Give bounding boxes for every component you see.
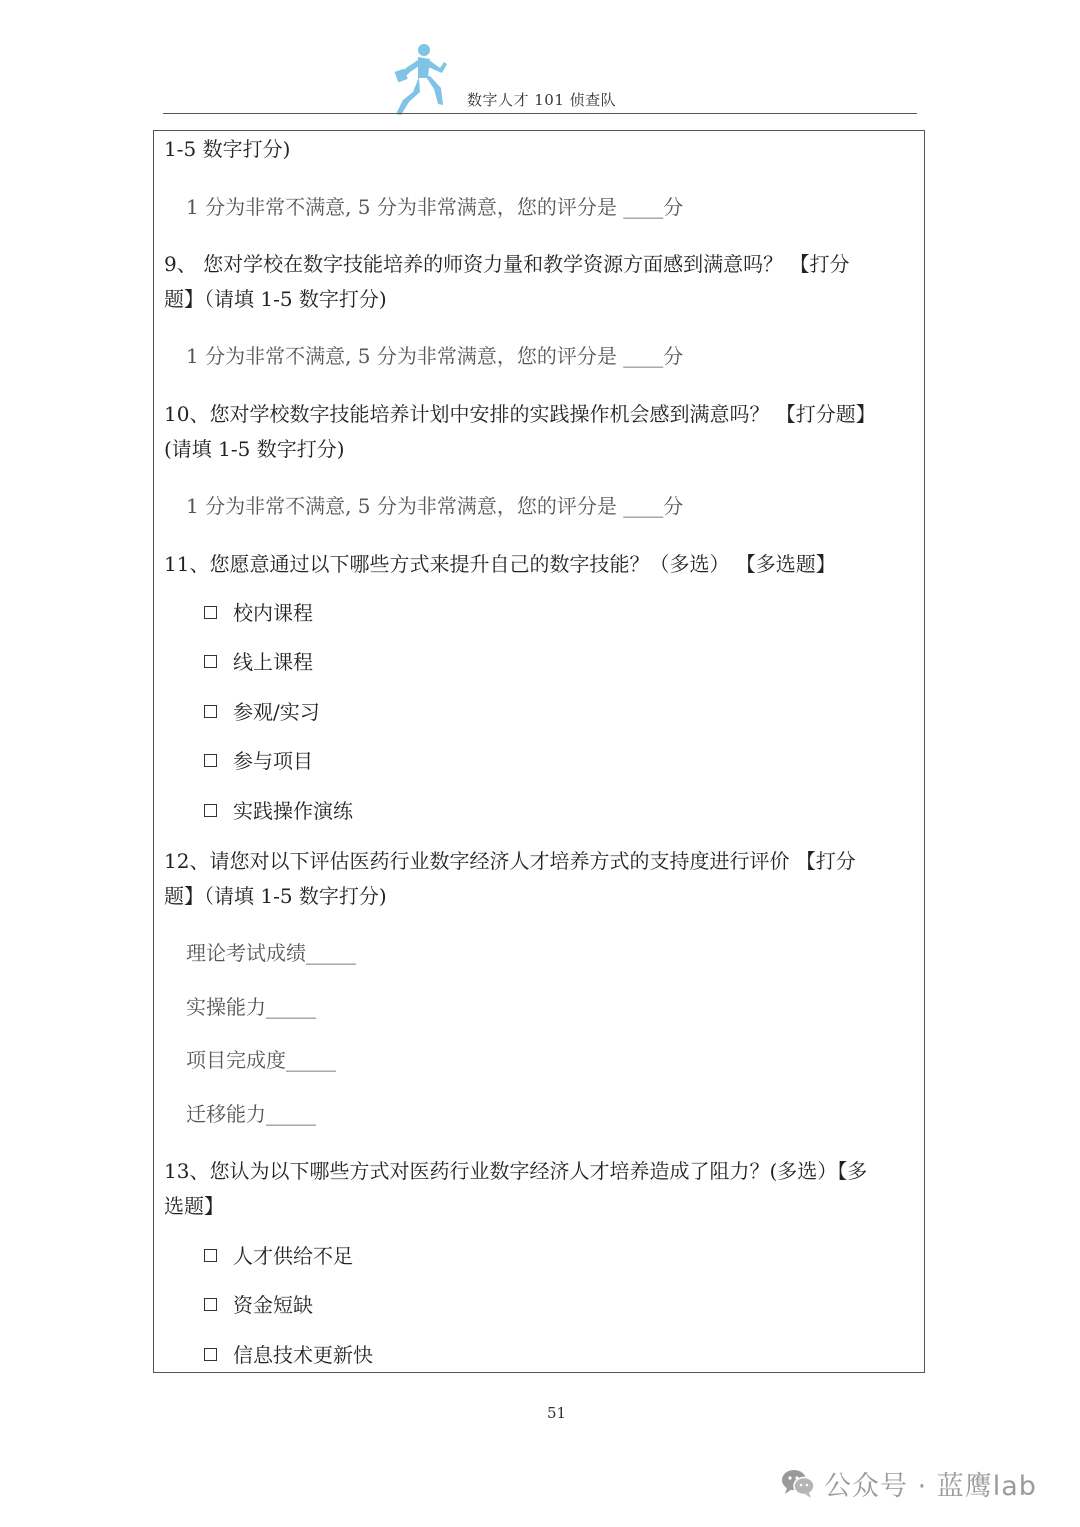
page-number: 51 <box>547 1404 567 1422</box>
rating-item[interactable]: 项目完成度_____ <box>186 1048 336 1072</box>
checkbox-icon[interactable] <box>204 754 217 767</box>
watermark <box>780 1462 1037 1504</box>
checkbox-icon[interactable] <box>204 606 217 619</box>
option-label: 信息技术更新快 <box>233 1343 373 1367</box>
runner-logo-icon <box>388 42 450 116</box>
question-10-text-cont: (请填 1-5 数字打分) <box>164 437 345 461</box>
question-11-text: 11、您愿意通过以下哪些方式来提升自己的数字技能？（多选） 【多选题】 <box>164 552 836 576</box>
option-label: 实践操作演练 <box>233 799 353 823</box>
question-8-continuation: 1-5 数字打分) <box>164 137 291 161</box>
question-12-text-cont: 题】（请填 1-5 数字打分) <box>164 884 387 908</box>
option-label: 资金短缺 <box>233 1293 313 1317</box>
header-divider <box>163 113 917 114</box>
question-8-scale: 1 分为非常不满意, 5 分为非常满意，您的评分是 ____分 <box>186 195 684 219</box>
option-label: 人才供给不足 <box>233 1244 353 1268</box>
checkbox-icon[interactable] <box>204 705 217 718</box>
checkbox-icon[interactable] <box>204 655 217 668</box>
question-13-text: 13、您认为以下哪些方式对医药行业数字经济人才培养造成了阻力？(多选）【多 <box>164 1159 868 1183</box>
question-10-scale: 1 分为非常不满意, 5 分为非常满意，您的评分是 ____分 <box>186 494 684 518</box>
option-label: 参与项目 <box>233 749 313 773</box>
wechat-icon <box>780 1467 816 1499</box>
option-label: 线上课程 <box>233 650 313 674</box>
checkbox-icon[interactable] <box>204 1249 217 1262</box>
option-label: 参观/实习 <box>233 700 320 724</box>
question-12-text: 12、请您对以下评估医药行业数字经济人才培养方式的支持度进行评价 【打分 <box>164 849 856 873</box>
header-title: 数字人才 101 侦查队 <box>467 91 617 109</box>
checkbox-icon[interactable] <box>204 804 217 817</box>
watermark-text: 公众号 · 蓝鹰lab <box>824 1470 1037 1502</box>
checkbox-icon[interactable] <box>204 1298 217 1311</box>
question-13-text-cont: 选题】 <box>164 1194 224 1218</box>
question-9-text-cont: 题】（请填 1-5 数字打分) <box>164 287 387 311</box>
option-label: 校内课程 <box>233 601 313 625</box>
question-9-scale: 1 分为非常不满意, 5 分为非常满意，您的评分是 ____分 <box>186 344 684 368</box>
rating-item[interactable]: 实操能力_____ <box>186 995 316 1019</box>
question-9-text: 9、 您对学校在数字技能培养的师资力量和教学资源方面感到满意吗？ 【打分 <box>164 252 850 276</box>
rating-item[interactable]: 理论考试成绩_____ <box>186 941 356 965</box>
checkbox-icon[interactable] <box>204 1348 217 1361</box>
question-10-text: 10、您对学校数字技能培养计划中安排的实践操作机会感到满意吗？ 【打分题】 <box>164 402 876 426</box>
rating-item[interactable]: 迁移能力_____ <box>186 1102 316 1126</box>
